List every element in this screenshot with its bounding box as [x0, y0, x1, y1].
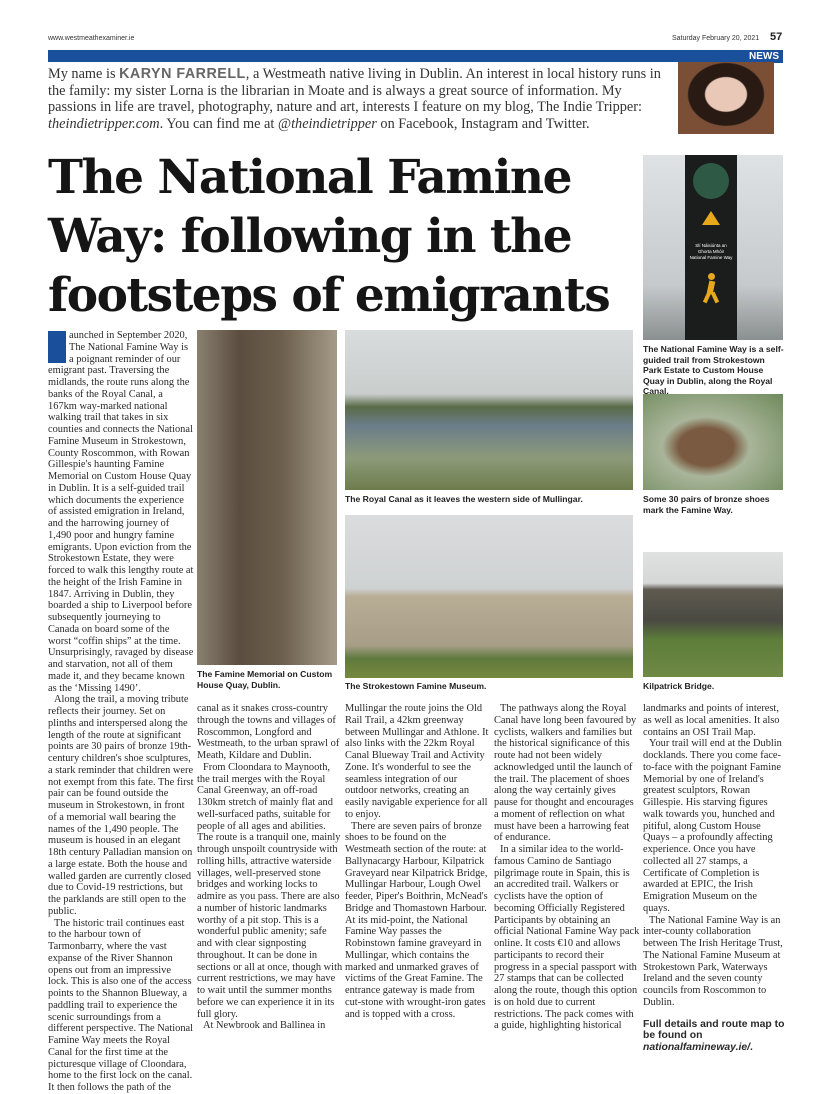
- bio-text: on Facebook, Instagram and Twitter.: [376, 115, 590, 132]
- museum-photo: [345, 515, 633, 678]
- caption-museum: The Strokestown Famine Museum.: [345, 681, 487, 691]
- kilpatrick-bridge-photo: [643, 552, 783, 677]
- signpost: [685, 155, 737, 340]
- paragraph: aunched in September 2020, The National Famine Way is a poignant reminder of our emigrant past. Traversing the midlands, the route runs along the banks of the Royal Canal, a 167km way-marked national walking trail that takes in six counties and connects the National Famine Museum in Strokestown, County Roscommon, with Rowan Gillespie's haunting Famine Memorial on Custom House Quay in Dublin. It is a self-guided trail which documents the experience of assisted emigration in Ireland, and the harrowing journey of 1,490 poor and hungry famine emigrants. Upon eviction from the Strokestown Estate, they were forced to walk this lengthy route at the height of the Irish Famine in 1847. Arriving in Dublin, they boarded a ship to Liverpool before subsequently journeying to Canada on board some of the worst “coffin ships” at the time. Unsurprisingly, ravaged by disease and starvation, not all of them made it, and they became known as the ‘Missing 1490’.: [48, 330, 194, 694]
- footer-text: .: [750, 1042, 753, 1053]
- sign-english: National Famine Way: [689, 255, 733, 260]
- royal-canal-photo: [345, 330, 633, 490]
- sign-photo: [643, 155, 783, 340]
- paragraph: The historic trail continues east to the harbour town of Tarmonbarry, where the vast expanse of the River Shannon opens out from an impressive lock. This is also one of the access points to the Shannon Blueway, a paddling trail to experience the scenic surroundings from a different perspective. The National Famine Way meets the Royal Canal for the first time at the picturesque village of Cloondara, home to the first lock on the canal. It then follows the path of the: [48, 917, 194, 1093]
- article-column-4: [494, 703, 640, 1032]
- blog-link[interactable]: theindietripper.com: [48, 115, 160, 132]
- page-number: 57: [770, 31, 783, 43]
- paragraph: Your trail will end at the Dublin docklands. There you come face-to-face with the poignant Famine Memorial by one of Ireland's greatest sculptors, Rowan Gillespie. His starving figures walk towards you, hunched and pitiful, along Custom House Quays – a profoundly affecting experience. Once you have collected all 27 stamps, a Certificate of Completion is awarded at EPIC, the Irish Emigration Museum on the quays.: [643, 738, 782, 914]
- social-handle: @theindietripper: [277, 115, 377, 132]
- section-label: NEWS: [745, 50, 783, 63]
- paragraph: At Newbrook and Ballinea in: [203, 1020, 326, 1032]
- author-name: KARYN FARRELL: [119, 66, 246, 82]
- article-column-2: [197, 703, 343, 1032]
- bio-text: . You can find me at: [159, 115, 278, 132]
- headline: The National Famine Way: following in the footsteps of emigrants: [48, 150, 610, 323]
- website-link[interactable]: nationalfamineway.ie/: [643, 1042, 751, 1053]
- paragraph: canal as it snakes cross-country through the towns and villages of Roscommon, Longford and Westmeath, to the urban sprawl of Meath, Kildare and Dublin.: [197, 703, 340, 761]
- paragraph: Mullingar the route joins the Old Rail Trail, a 42km greenway between Mullingar and Athlone. It also links with the 22km Royal Canal Blueway Trail and Activity Zone. It's wonderful to see the seamless integration of our outdoor networks, creating an easily navigable experience for all to enjoy.: [345, 703, 489, 820]
- paragraph: landmarks and points of interest, as well as local amenities. It also contains an OSI Trail Map.: [643, 703, 780, 738]
- article-column-1: [48, 330, 194, 1094]
- walker-icon: [700, 273, 722, 303]
- caption-shoes: Some 30 pairs of bronze shoes mark the Famine Way.: [643, 494, 770, 515]
- caption-bridge: Kilpatrick Bridge.: [643, 681, 715, 691]
- paragraph: In a similar idea to the world-famous Camino de Santiago pilgrimage route in Spain, this is an accredited trail. Walkers or cyclists have the option of becoming Officially Registered Participants by obtaining an official National Famine Way pack online. It costs €10 and allows participants to record their progress in a special passport with 27 stamps that can be collected along the route, though this option is on hold due to current restrictions. The pack comes with a guide, highlighting historical: [494, 844, 640, 1032]
- paragraph: Along the trail, a moving tribute reflects their journey. Set on plinths and interspersed along the length of the route at significant points are 30 pairs of bronze 19th-century children's shoe sculptures, a stark reminder that children were not exempt from this fate. The first pair can be found outside the museum in Strokestown, in front of a memorial wall bearing the names of the 1,490 people. The museum is housed in an elegant 18th century Palladian mansion on a large estate. Both the house and walled garden are currently closed due to Covid-19 restrictions, but the parklands are still open to the public.: [48, 694, 194, 917]
- caption-sign: The National Famine Way is a self-guided trail from Strokestown Park Estate to Custom House Quay in Dublin, along the Royal Canal.: [643, 344, 784, 396]
- arrow-up-icon: [702, 211, 720, 225]
- footer-text: Full details and route map to be found on: [643, 1018, 785, 1042]
- bio-text: , a Westmeath native living in Dublin. An interest in local history runs in the family: my sister Lorna is the librarian in Moate and is always a great source of information. My passions in life are travel, photography, nature and art, interests I feature on my blog, The Indie Tripper:: [48, 66, 661, 115]
- bio-text: My name is: [48, 66, 120, 82]
- website-url: www.westmeathexaminer.ie: [48, 35, 135, 42]
- paragraph: The National Famine Way is an inter-county collaboration between The Irish Heritage Trust, The National Famine Museum at Strokestown Park, Waterways Ireland and the seven county councils from Roscommon to Dublin.: [643, 914, 783, 1008]
- article-column-5: [643, 703, 785, 1054]
- paragraph: The pathways along the Royal Canal have long been favoured by cyclists, walkers and families but the historical significance of this route had not been widely acknowledged until the launch of the trail. The placement of shoes along the way certainly gives pause for thought and encourages a moment of reflection on what must have been a harrowing feat of endurance.: [494, 703, 637, 844]
- drop-cap: [48, 331, 66, 363]
- caption-canal: The Royal Canal as it leaves the western side of Mullingar.: [345, 494, 583, 504]
- author-bio: [48, 66, 673, 132]
- footer-note: [643, 1019, 785, 1054]
- section-bar: [48, 50, 783, 62]
- famine-memorial-photo: [197, 330, 337, 665]
- shoes-photo: [643, 394, 783, 490]
- article-column-3: [345, 703, 491, 1020]
- issue-date: Saturday February 20, 2021: [672, 35, 760, 42]
- logo-badge: [693, 163, 729, 199]
- paragraph: There are seven pairs of bronze shoes to be found on the Westmeath section of the route: at Ballynacargy Harbour, Kilpatrick Graveyard near Kilpatrick Bridge, Mullingar Harbour, Lough Owel feeder, Piper's Boithrin, McNead's Bridge and Thomastown Harbour. At its mid-point, the National Famine Way passes the Robinstown famine graveyard in Mullingar, which contains the marked and unmarked graves of victims of the Great Famine. The entrance gateway is made from cut-stone with wrought-iron gates and is topped with a cross.: [345, 820, 488, 1020]
- sign-irish: Slí Náisiúnta an Ghorta Mhóir: [695, 243, 727, 254]
- caption-memorial: The Famine Memorial on Custom House Quay, Dublin.: [197, 669, 333, 690]
- paragraph: From Cloondara to Maynooth, the trail merges with the Royal Canal Greenway, an off-road 130km stretch of mainly flat and well-surfaced paths, suitable for people of all ages and abilities. The route is a tranquil one, mainly through unspoilt countryside with rolling hills, attractive waterside villages, well-preserved stone bridges and working locks to admire as you pass. There are also a number of historic landmarks worthy of a pit stop. This is a wonderful public amenity; safe and with clear signposting throughout. It can be done in sections or all at once, though with current restrictions, we may have to wait until the summer months before we can experience it in its full glory.: [197, 761, 343, 1020]
- author-avatar: [678, 62, 774, 134]
